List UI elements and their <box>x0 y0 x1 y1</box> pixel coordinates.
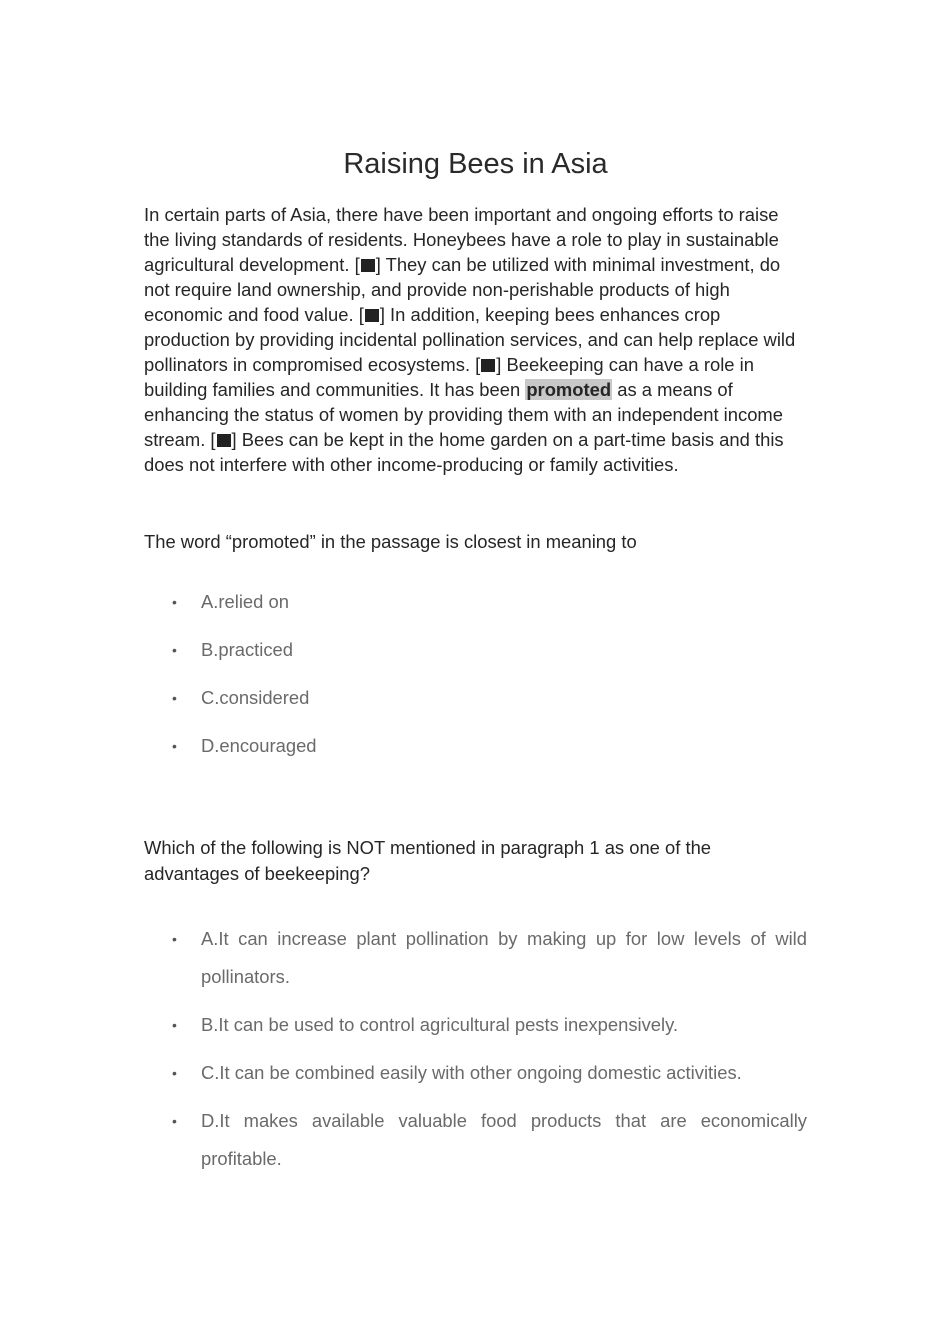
insertion-marker-1[interactable] <box>361 259 375 272</box>
option-label: B.It can be used to control agricultural pests inexpensively. <box>201 1014 679 1035</box>
highlighted-word: promoted <box>526 379 612 400</box>
bullet-icon: • <box>172 738 177 754</box>
answer-option[interactable] <box>144 920 807 996</box>
passage-text: In certain parts of Asia, there have been important and ongoing efforts to raise the living standards of residents. Honeybees have a role to play in sustainable agricultural development. [ <box>144 204 779 275</box>
question-1-prompt: The word “promoted” in the passage is closest in meaning to <box>144 531 637 552</box>
bullet-icon: • <box>172 1017 177 1033</box>
answer-option[interactable] <box>144 638 807 662</box>
bullet-icon: • <box>172 1113 177 1129</box>
option-label: C.It can be combined easily with other ongoing domestic activities. <box>201 1062 742 1083</box>
bullet-icon: • <box>172 642 177 658</box>
answer-option[interactable] <box>144 590 807 614</box>
option-label: D.It makes available valuable food products that are economically profitable. <box>201 1110 807 1169</box>
answer-option[interactable] <box>144 1102 807 1178</box>
answer-option[interactable] <box>144 1054 807 1092</box>
answer-option[interactable] <box>144 686 807 710</box>
passage-text: ] Bees can be kept in the home garden on a part-time basis and this does not interfere with other income-producing or family activities. <box>144 429 784 475</box>
question-1-options <box>144 590 807 782</box>
option-label: A.relied on <box>201 591 289 612</box>
option-label: C.considered <box>201 687 310 708</box>
page-title: Raising Bees in Asia <box>343 148 608 180</box>
passage-text: ] In addition, keeping bees enhances crop production by providing incidental pollination services, and can help replace wild pollinators in compromised ecosystems. [ <box>144 304 796 375</box>
passage-text: ] They can be utilized with minimal investment, do not require land ownership, and provide non-perishable products of high economic and food value. [ <box>144 254 781 325</box>
question-2-prompt: Which of the following is NOT mentioned in paragraph 1 as one of the advantages of beekeeping? <box>144 837 712 884</box>
option-label: A.It can increase plant pollination by making up for low levels of wild pollinators. <box>201 928 807 987</box>
insertion-marker-4[interactable] <box>217 434 231 447</box>
question-2-options <box>144 920 807 1188</box>
reading-passage <box>144 202 809 477</box>
bullet-icon: • <box>172 690 177 706</box>
bullet-icon: • <box>172 594 177 610</box>
passage-text: as a means of enhancing the status of women by providing them with an independent income stream. [ <box>144 379 783 450</box>
option-label: D.encouraged <box>201 735 317 756</box>
bullet-icon: • <box>172 931 177 947</box>
answer-option[interactable] <box>144 734 807 758</box>
answer-option[interactable] <box>144 1006 807 1044</box>
insertion-marker-2[interactable] <box>365 309 379 322</box>
passage-text: ] Beekeeping can have a role in building families and communities. It has been <box>144 354 754 400</box>
bullet-icon: • <box>172 1065 177 1081</box>
option-label: B.practiced <box>201 639 293 660</box>
insertion-marker-3[interactable] <box>481 359 495 372</box>
